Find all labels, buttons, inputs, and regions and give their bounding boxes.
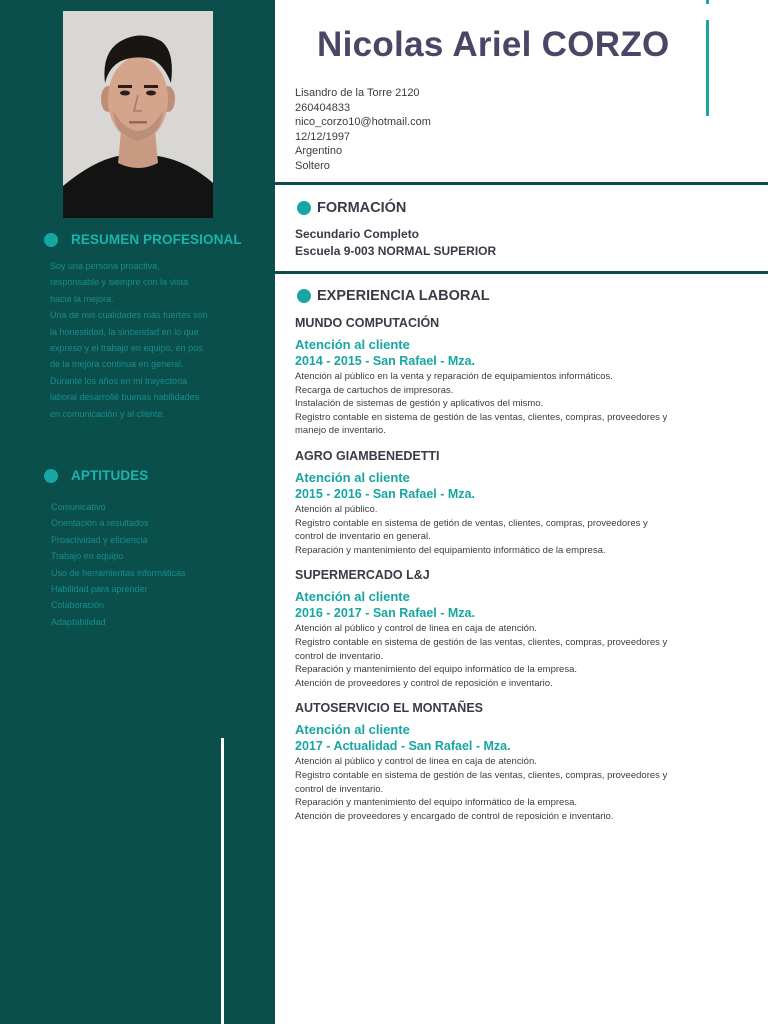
skill-item: Uso de herramientas informáticas [51,567,186,578]
education-title: FORMACIÓN [317,200,407,216]
job-company: MUNDO COMPUTACIÓN [295,316,440,330]
job-period: 2015 - 2016 - San Rafael - Mza. [295,486,475,501]
summary-line: Durante los años en mi trayectoria [50,375,188,386]
skill-item: Proactividad y eficiencia [51,534,148,545]
job-description-line: Atención al público en la venta y reparación de equipamientos informáticos. [295,371,613,382]
job-entry [295,448,735,557]
education-details [295,226,496,259]
section-divider [275,271,768,274]
experience-list [295,315,735,833]
summary-line: en comunicación y al cliente. [50,408,166,419]
job-description-line: Reparación y mantenimiento del equipamiento informático de la empresa. [295,544,606,556]
summary-line: la honestidad, la sinceridad en lo que [50,326,199,337]
job-company: AGRO GIAMBENEDETTI [295,448,440,463]
job-description-line: control de inventario. [295,783,384,795]
skill-item: Trabajo en equipo [51,551,124,562]
job-entry [295,700,735,823]
education-school: Escuela 9-003 NORMAL SUPERIOR [295,243,497,258]
skill-item: Comunicativo [51,502,106,512]
job-company: AUTOSERVICIO EL MONTAÑES [295,701,483,716]
job-description-line: Registro contable en sistema de gestión de las ventas, clientes, compras, proveedores y [295,411,668,423]
job-company: SUPERMERCADO L&J [295,568,430,583]
skill-item: Adaptabilidad [51,616,106,627]
job-description-line: Atención al público y control de linea en caja de atención. [295,756,537,768]
skills-list [51,499,186,630]
job-period: 2016 - 2017 - San Rafael - Mza. [295,606,475,621]
skills-heading [44,468,148,483]
job-description-line: manejo de inventario. [295,425,386,437]
job-description-line: Atención al público. [295,503,378,515]
job-role: Atención al cliente [295,469,410,485]
contact-phone: 260404833 [295,101,351,114]
summary-line: Soy una persona proactiva, [50,261,160,271]
accent-line [706,20,709,116]
summary-title: RESUMEN PROFESIONAL [71,232,242,247]
contact-email: nico_corzo10@hotmail.com [295,116,431,128]
candidate-name: Nicolas Ariel CORZO [317,25,670,64]
skill-item: Colaboración [51,600,105,611]
experience-heading [297,288,490,304]
education-heading [297,200,406,216]
summary-line: responsable y siempre con la vista [50,277,189,288]
job-period: 2017 - Actualidad - San Rafael - Mza. [295,739,511,754]
job-description-line: control de inventario en general. [295,531,431,543]
job-description-line: Registro contable en sistema de gestión de las ventas, clientes, compras, proveedores y [295,769,668,781]
skills-title: APTITUDES [71,468,149,483]
bullet-dot-icon [297,289,311,303]
job-description [295,370,735,438]
summary-line: laboral desarrollé buenas habilidades [50,392,200,403]
contact-address: Lisandro de la Torre 2120 [295,87,420,99]
contact-info [295,86,431,173]
job-description-line: Reparación y mantenimiento del equipo informático de la empresa. [295,664,577,676]
contact-nationality: Argentino [295,145,343,157]
summary-line: de la mejora continua en general. [50,359,184,370]
summary-text [50,258,230,422]
job-role: Atención al cliente [295,589,410,605]
skill-item: Habilidad para aprender [51,584,148,595]
job-description [295,622,735,690]
experience-title: EXPERIENCIA LABORAL [317,288,490,304]
section-divider [275,182,768,185]
job-description-line: Atención de proveedores y control de reposición e inventario. [295,677,553,689]
bullet-dot-icon [44,469,58,483]
job-description-line: control de inventario. [295,650,384,662]
job-description-line: Atención de proveedores y encargado de control de reposición e inventario. [295,810,614,822]
summary-line: expreso y el trabajo en equipo, en pos [50,343,203,354]
job-role: Atención al cliente [295,722,410,738]
decorative-line [221,738,224,1024]
education-degree: Secundario Completo [295,227,420,241]
job-description-line: Atención al público y control de linea en caja de atención. [295,623,537,635]
job-description-line: Registro contable en sistema de getión de ventas, clientes, compras, proveedores y [295,517,648,529]
sidebar [0,0,275,1024]
job-description [295,755,735,823]
skill-item: Orientación a resultados [51,518,149,529]
job-description-line: Registro contable en sistema de gestión de las ventas, clientes, compras, proveedores y [295,636,668,648]
profile-photo [63,11,213,218]
bullet-dot-icon [297,201,311,215]
job-description [295,503,735,557]
summary-heading [44,232,242,247]
contact-marital-status: Soltero [295,159,330,172]
contact-birthdate: 12/12/1997 [295,130,351,143]
job-period: 2014 - 2015 - San Rafael - Mza. [295,354,475,368]
job-role: Atención al cliente [295,337,410,352]
accent-line [706,0,709,4]
summary-line: hacia la mejora. [50,293,114,304]
job-description-line: Reparación y mantenimiento del equipo informático de la empresa. [295,797,577,809]
job-description-line: Instalación de sistemas de gestión y aplicativos del mismo. [295,398,544,410]
summary-line: Una de mis cualidades más fuertes son [50,310,208,321]
job-description-line: Recarga de cartuchos de impresoras. [295,384,454,396]
bullet-dot-icon [44,233,58,247]
job-entry [295,315,735,438]
job-entry [295,567,735,690]
